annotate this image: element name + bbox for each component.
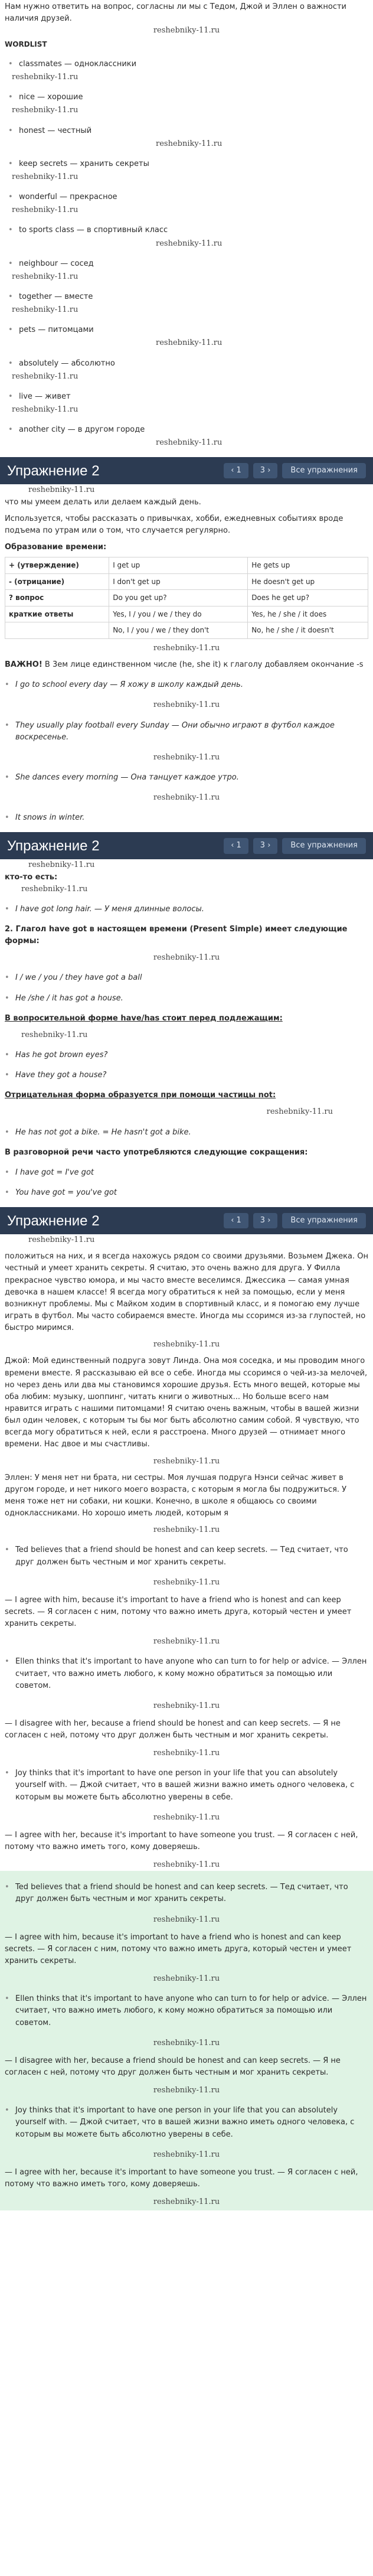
wordlist-item-text: neighbour — сосед [19, 259, 94, 268]
grammar2-shorts [5, 1167, 368, 1199]
table-cell: No, he / she / it doesn't [248, 622, 368, 639]
bullet-dot: • [8, 259, 13, 268]
dialogue-text: Ellen thinks that it's important to have anyone who can turn to for help or advice. — Эллен считает, что важно иметь любого, к кому можно обратиться за помощью или советом. [15, 1994, 367, 2027]
grammar1-usage: Используется, чтобы рассказать о привычках, хобби, ежедневных событиях вроде подъема по утрам или о том, что случается регулярно. [5, 514, 343, 535]
table-row [5, 606, 368, 622]
wordlist-item-text: nice — хорошие [19, 93, 83, 102]
watermark: reshebniky-11.ru [153, 793, 220, 803]
wordlist-item [8, 424, 368, 436]
table-cell: ? вопрос [5, 590, 109, 606]
bullet-dot: • [5, 1051, 9, 1060]
essay-paragraph: Джой: Мой единственный подруга зовут Линда. Она моя соседка, и мы проводим много времени вместе. Я рассказываю ей все о себе. Иногда мы ссоримся о чей-из-за мелочей, но через день или два мы становимся хорошие друзья. Есть много вещей, которые мы оба любим: музыку, шоппинг, читать книги о животных... Но больше всего нам нравится играть с нашими питомцами! Я считаю очень важным, чтобы в вашей жизни был один человек, с которым ты бы мог быть абсолютно самим собой. Я чувствую, что всегда могу обратиться к ней, если я расстроена. Много друзей — отнимает много времени. Нас двое и мы счастливы. [5, 1357, 368, 1449]
essay-paragraph: положиться на них, и я всегда нахожусь рядом со своими друзьями. Возьмем Джека. Он честный и умеет хранить секреты. Я считаю, это очень важно для друга. У Филла прекрасное чувство юмора, и мы часто вместе веселимся. Джессика — самая умная девочка в нашем классе! Я всегда могу обратиться к ней за помощью, если у меня возникнут проблемы. Мы с Майком ходим в спортивный класс, и я помогаю ему лучше играть в футбол. Мы часто собираемся вместе. Иногда мы ссоримся из-за глупостей, но быстро миримся. [5, 1252, 368, 1333]
example-text: It snows in winter. [15, 813, 85, 823]
form-item-text: He /she / it has got a house. [15, 993, 123, 1003]
watermark: reshebniky-11.ru [12, 206, 78, 215]
table-cell: Yes, I / you / we / they do [109, 606, 248, 622]
exercise-nav-1 [0, 457, 373, 484]
watermark: reshebniky-11.ru [153, 1701, 220, 1710]
dialogue-text: Joy thinks that it's important to have one person in your life that you can absolutely yourself with. — Джой считает, что в вашей жизни важно иметь одного человека, с которым вы можете быть абсолютно уверены в себе. [15, 1769, 355, 1802]
bullet-dot: • [5, 973, 9, 983]
table-row [5, 590, 368, 606]
table-row [5, 557, 368, 574]
bullet-dot: • [8, 392, 13, 401]
next-exercise-button[interactable]: 3 › [253, 463, 278, 478]
watermark: reshebniky-11.ru [153, 26, 220, 35]
question-title: В вопросительной форме have/has стоит перед подлежащим: [5, 1013, 283, 1023]
wordlist-item-text: another city — в другом городе [19, 425, 145, 435]
short-title: В разговорной речи часто употребляются следующие сокращения: [5, 1147, 308, 1157]
pager [224, 1213, 366, 1228]
important-note [5, 659, 368, 671]
exercise-title: Упражнение 2 [7, 462, 100, 479]
page [0, 1, 373, 2210]
grammar1-examples [5, 679, 368, 824]
watermark: reshebniky-11.ru [156, 139, 223, 148]
watermark: reshebniky-11.ru [156, 239, 223, 248]
watermark: reshebniky-11.ru [153, 1812, 220, 1822]
example-text: I go to school every day — Я хожу в школу каждый день. [15, 680, 243, 690]
watermark: reshebniky-11.ru [12, 371, 78, 381]
watermark: reshebniky-11.ru [156, 438, 223, 448]
watermark: reshebniky-11.ru [12, 405, 78, 414]
watermark: reshebniky-11.ru [153, 1860, 220, 1870]
grammar2-forms [5, 972, 368, 1004]
wordlist-item [8, 258, 368, 270]
table-cell: I don't get up [109, 573, 248, 590]
bullet-dot: • [5, 1188, 9, 1197]
short-item [5, 1167, 368, 1179]
bullet-dot: • [8, 325, 13, 335]
bullet-dot: • [8, 60, 13, 69]
watermark: reshebniky-11.ru [153, 1974, 220, 1984]
wordlist-item [8, 358, 368, 370]
bullet-dot: • [5, 993, 9, 1003]
question-item [5, 1049, 368, 1061]
watermark: reshebniky-11.ru [153, 1749, 220, 1758]
bullet-dot: • [5, 720, 9, 730]
example-text: They usually play football every Sunday — Они обычно играют в футбол каждое воскресенье. [15, 720, 335, 742]
watermark: reshebniky-11.ru [153, 700, 220, 710]
watermark: reshebniky-11.ru [153, 953, 220, 963]
bullet-dot: • [8, 358, 13, 368]
table-cell: He doesn't get up [248, 573, 368, 590]
bullet-dot: • [8, 126, 13, 135]
wordlist-item-text: honest — честный [19, 126, 92, 135]
question-item-text: Have they got a house? [15, 1071, 107, 1080]
form-item [5, 972, 368, 984]
example-item [5, 812, 368, 824]
exercise-title: Упражнение 2 [7, 837, 100, 854]
wordlist-heading: WORDLIST [5, 40, 47, 49]
wordlist-item [8, 58, 368, 70]
bullet-dot: • [5, 680, 9, 690]
wordlist-item-text: wonderful — прекрасное [19, 193, 117, 202]
table-cell: краткие ответы [5, 606, 109, 622]
watermark: reshebniky-11.ru [153, 2086, 220, 2095]
bullet-dot: • [5, 1883, 9, 1892]
grammar2-example: • I have got long hair. — У меня длинные волосы. [5, 904, 204, 914]
example-item [5, 720, 368, 744]
grammar2-lead: кто-то есть: [5, 872, 58, 882]
prev-exercise-button[interactable]: ‹ 1 [224, 463, 248, 478]
bullet-dot: • [5, 1994, 9, 2004]
watermark: reshebniky-11.ru [12, 272, 78, 281]
watermark: reshebniky-11.ru [28, 860, 95, 870]
bullet-dot: • [8, 226, 13, 235]
watermark: reshebniky-11.ru [156, 338, 223, 348]
watermark: reshebniky-11.ru [153, 2197, 220, 2207]
dialogue-bullet [5, 1993, 368, 2029]
wordlist-item [8, 324, 368, 336]
negative-example: • He has not got a bike. = He hasn't got a bike. [5, 1127, 191, 1137]
wordlist-item [8, 224, 368, 236]
dialogue-line: — I agree with her, because it's important to have someone you trust. — Я согласен с ней, потому что важно иметь того, кому доверяешь. [5, 1830, 358, 1852]
watermark: reshebniky-11.ru [28, 1235, 95, 1245]
dialogue-bullet [5, 1882, 368, 1905]
important-text: В 3ем лице единственном числе (he, she it) к глаголу добавляем окончание -s [44, 660, 364, 670]
wordlist-item [8, 191, 368, 203]
table-cell: I get up [109, 557, 248, 574]
form-item-text: I / we / you / they have got a ball [15, 973, 142, 983]
bullet-dot: • [5, 1545, 9, 1555]
watermark: reshebniky-11.ru [266, 1107, 333, 1117]
watermark: reshebniky-11.ru [153, 644, 220, 653]
dialogue-line: — I agree with him, because it's important to have a friend who is honest and can keep secrets. — Я согласен с ним, потому что важно иметь друга, который честен и умеет хранить секреты. [5, 1595, 352, 1629]
bullet-dot: • [8, 193, 13, 202]
dialogue-line: — I agree with her, because it's important to have someone you trust. — Я согласен с ней, потому что важно иметь того, кому доверяешь. [5, 2167, 358, 2189]
negative-title: Отрицательная форма образуется при помощи частицы not: [5, 1091, 276, 1100]
bullet-dot: • [5, 1769, 9, 1778]
watermark: reshebniky-11.ru [153, 1637, 220, 1646]
bullet-dot: • [5, 813, 9, 823]
wordlist-item [8, 158, 368, 170]
short-item [5, 1187, 368, 1199]
wordlist-item [8, 92, 368, 103]
wordlist-item-text: absolutely — абсолютно [19, 358, 115, 368]
dialogue-text: Ellen thinks that it's important to have anyone who can turn to for help or advice. — Эллен считает, что важно иметь любого, к кому можно обратиться за помощью или советом. [15, 1657, 367, 1690]
dialogue-line: — I disagree with her, because a friend should be honest and can keep secrets. — Я не согласен с ней, потому что друг должен быть честным и мог хранить секреты. [5, 2056, 341, 2078]
watermark: reshebniky-11.ru [153, 752, 220, 762]
table-cell: Does he get up? [248, 590, 368, 606]
question-item-text: Has he got brown eyes? [15, 1051, 108, 1060]
wordlist [5, 58, 368, 449]
watermark: reshebniky-11.ru [153, 1577, 220, 1587]
table-cell: + (утверждение) [5, 557, 109, 574]
bullet-dot: • [5, 1168, 9, 1177]
wordlist-item-text: live — живет [19, 392, 71, 401]
example-text: She dances every morning — Она танцует каждое утро. [15, 773, 239, 782]
watermark: reshebniky-11.ru [21, 1030, 88, 1039]
dialogue-bullet [5, 2105, 368, 2140]
table-cell: Do you get up? [109, 590, 248, 606]
essay-paragraph: Эллен: У меня нет ни брата, ни сестры. Моя лучшая подруга Нэнси сейчас живет в другом городе, и нет никого моего возраста, с которым я могла бы подружиться. У меня тоже нет ни собаки, ни кошки. Конечно, в школе я общаюсь со своими одноклассниками. Но хорошо иметь людей, которым я [5, 1473, 347, 1518]
watermark: reshebniky-11.ru [12, 106, 78, 115]
example-item [5, 772, 368, 784]
watermark: reshebniky-11.ru [21, 884, 88, 894]
dialogue-bullet [5, 1656, 368, 1691]
table-cell: No, I / you / we / they don't [109, 622, 248, 639]
wordlist-item [8, 125, 368, 137]
dialogue-bullet [5, 1544, 368, 1568]
important-label: ВАЖНО! [5, 660, 42, 670]
dialogue-text: Ted believes that a friend should be honest and can keep secrets. — Тед считает, что друг должен быть честным и мог хранить секреты. [15, 1883, 348, 1904]
short-item-text: You have got = you've got [15, 1188, 117, 1197]
all-exercises-button[interactable]: Все упражнения [282, 838, 366, 853]
table-cell: - (отрицание) [5, 573, 109, 590]
watermark: reshebniky-11.ru [153, 2150, 220, 2159]
dialogue-text: Joy thinks that it's important to have one person in your life that you can absolutely yourself with. — Джой считает, что в вашей жизни важно иметь одного человека, с которым вы можете быть абсолютно уверены в себе. [15, 2106, 355, 2139]
watermark: reshebniky-11.ru [28, 485, 95, 495]
bullet-dot: • [8, 93, 13, 102]
wordlist-item-text: to sports class — в спортивный класс [19, 226, 168, 235]
intro-question: Нам нужно ответить на вопрос, согласны ли мы с Тедом, Джой и Эллен о важности наличия друзей. [5, 2, 347, 24]
exercise-title: Упражнение 2 [7, 1212, 100, 1229]
dialogue-text: Ted believes that a friend should be honest and can keep secrets. — Тед считает, что друг должен быть честным и мог хранить секреты. [15, 1545, 348, 1567]
next-exercise-button[interactable]: 3 › [253, 838, 278, 853]
question-item [5, 1069, 368, 1081]
grammar1-intro: что мы умеем делать или делаем каждый день. [5, 497, 201, 507]
wordlist-item [8, 391, 368, 403]
bullet-dot: • [8, 292, 13, 301]
table-row [5, 622, 368, 639]
all-exercises-button[interactable]: Все упражнения [282, 1213, 366, 1228]
bullet-dot: • [8, 159, 13, 168]
dialogue [5, 1544, 368, 1871]
example-item [5, 679, 368, 691]
bullet-dot: • [8, 425, 13, 435]
grammar2-rule: 2. Глагол have got в настоящем времени (Present Simple) имеет следующие формы: [5, 925, 348, 946]
watermark: reshebniky-11.ru [153, 1456, 220, 1466]
watermark: reshebniky-11.ru [153, 1340, 220, 1349]
watermark: reshebniky-11.ru [12, 73, 78, 82]
prev-exercise-button[interactable]: ‹ 1 [224, 1213, 248, 1228]
pager [224, 838, 366, 853]
pager [224, 463, 366, 478]
watermark: reshebniky-11.ru [12, 172, 78, 181]
form-item [5, 993, 368, 1005]
wordlist-item-text: keep secrets — хранить секреты [19, 159, 149, 168]
all-exercises-button[interactable]: Все упражнения [282, 463, 366, 478]
dialogue-line: — I disagree with her, because a friend should be honest and can keep secrets. — Я не согласен с ней, потому что друг должен быть честным и мог хранить секреты. [5, 1719, 341, 1740]
watermark: reshebniky-11.ru [12, 305, 78, 315]
next-exercise-button[interactable]: 3 › [253, 1213, 278, 1228]
grammar-table [5, 557, 368, 639]
watermark: reshebniky-11.ru [153, 1525, 220, 1535]
table-cell: Yes, he / she / it does [248, 606, 368, 622]
table-cell: He gets up [248, 557, 368, 574]
dialogue-line: — I agree with him, because it's important to have a friend who is honest and can keep secrets. — Я согласен с ним, потому что важно иметь друга, который честен и умеет хранить секреты. [5, 1932, 352, 1966]
table-cell [5, 622, 109, 639]
bullet-dot: • [5, 2106, 9, 2115]
dialogue-bullet [5, 1768, 368, 1803]
table-row [5, 573, 368, 590]
watermark: reshebniky-11.ru [153, 1915, 220, 1924]
bullet-dot: • [5, 1657, 9, 1667]
watermark: reshebniky-11.ru [153, 2038, 220, 2047]
bullet-dot: • [5, 1071, 9, 1080]
highlighted-answer [0, 1871, 373, 2210]
wordlist-item-text: pets — питомцами [19, 325, 94, 335]
grammar2-questions [5, 1049, 368, 1081]
wordlist-item-text: classmates — одноклассники [19, 60, 137, 69]
exercise-nav-2 [0, 832, 373, 859]
exercise-nav-3 [0, 1207, 373, 1234]
short-item-text: I have got = I've got [15, 1168, 94, 1177]
formation-title: Образование времени: [5, 542, 107, 552]
wordlist-item-text: together — вместе [19, 292, 93, 301]
bullet-dot: • [5, 773, 9, 782]
essay [5, 1251, 368, 1536]
prev-exercise-button[interactable]: ‹ 1 [224, 838, 248, 853]
wordlist-item [8, 291, 368, 303]
